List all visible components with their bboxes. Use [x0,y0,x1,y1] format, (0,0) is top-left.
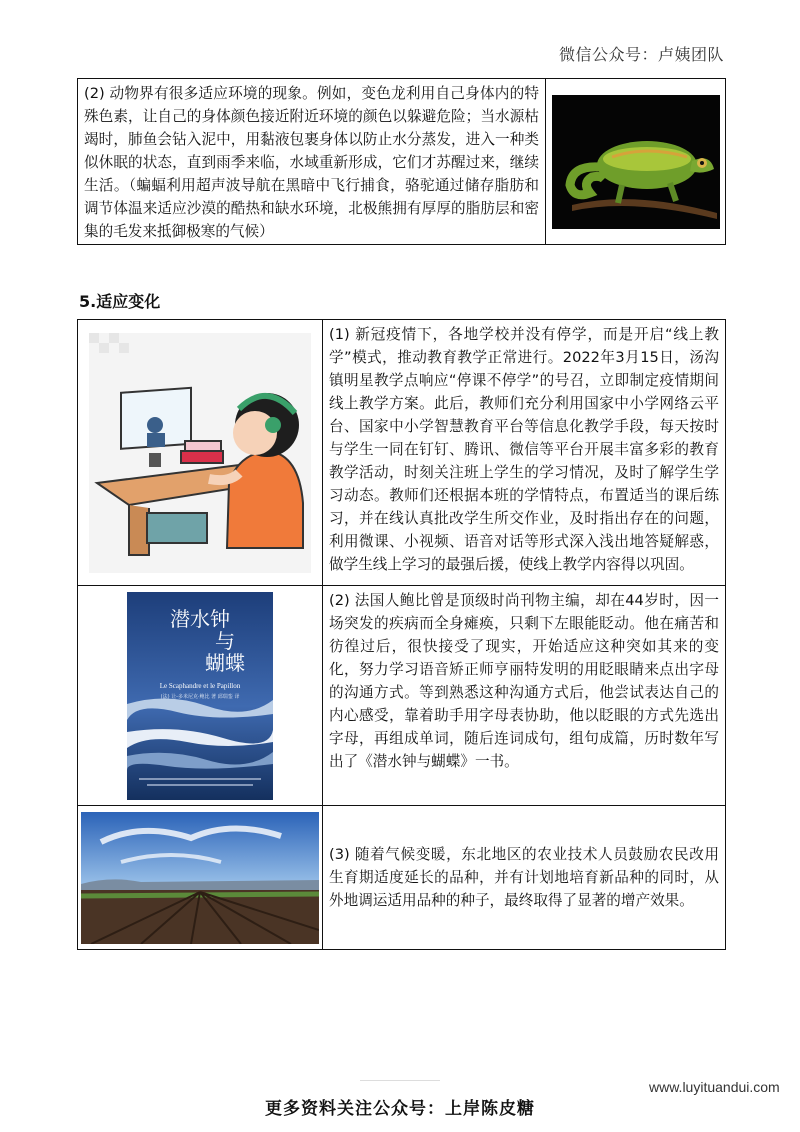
bauby-story-text: (2) 法国人鲍比曾是顶级时尚刊物主编，却在44岁时，因一场突发的疾病而全身瘫痪，只剩下左眼能眨动。他在痛苦和彷徨过后，很快接受了现实，开始适应这种突如其来的变化，努力学习语音矫正师亨丽特发明的用眨眼睛来点出字母的沟通方式。等到熟悉这种沟通方式后，他尝试表达自己的内心感受，靠着助手用字母表协助，他以眨眼的方式先选出字母，再组成单词，随后连词成句，组句成篇，历时数年写出了《潜水钟与蝴蝶》一书。 [329,592,719,770]
cell-text [323,806,726,950]
book-credits: (法) 让-多米尼克·鲍比 著 邱瑞銮 译 [160,693,240,700]
cell-text [323,586,726,806]
chameleon-image [552,95,720,229]
cell-image [78,806,323,950]
cell-image [78,586,323,806]
table-row [78,586,726,806]
book-title-line1: 潜水钟 [170,606,230,631]
table-animal-adaptation [77,78,726,245]
animal-adaptation-text: (2) 动物界有很多适应环境的现象。例如，变色龙利用自己身体内的特殊色素，让自己的身体颜色接近附近环境的颜色以躲避危险；当水源枯竭时，肺鱼会钻入泥中，用黏液包裹身体以防止水分蒸发，进入一种类似休眠的状态，直到雨季来临，水域重新形成，它们才苏醒过来，继续生活。（蝙蝠利用超声波导航在黑暗中飞行捕食，骆驼通过储存脂肪和调节体温来适应沙漠的酷热和缺水环境，北极熊拥有厚厚的脂肪层和密集的毛发来抵御极寒的气候） [84,85,539,240]
cell-image [78,320,323,586]
agriculture-text: (3) 随着气候变暖，东北地区的农业技术人员鼓励农民改用生育期适度延长的品种，并有计划地培育新品种的同时，从外地调运适用品种的种子，最终取得了显著的增产效果。 [329,846,719,909]
footer-url[interactable]: www.luyituandui.com [649,1079,780,1095]
table-adapt-change [77,319,726,950]
online-study-image [89,333,311,573]
book-cover-image [127,592,273,800]
table-row [78,806,726,950]
cell-text [78,79,546,245]
cell-image [546,79,726,245]
online-teaching-text: (1) 新冠疫情下，各地学校并没有停学，而是开启“线上教学”模式，推动教育教学正常进行。2022年3月15日，汤沟镇明星教学点响应“停课不停学”的号召，立即制定疫情期间线上教学方案。此后，教师们充分利用国家中小学网络云平台、国家中小学智慧教育平台等信息化教学手段，每天按时与学生一同在钉钉、腾讯、微信等平台开展丰富多彩的教育教学活动，时刻关注班上学生的学习情况，及时了解学生学习动态。教师们还根据本班的学情特点，布置适当的课后练习，并在线认真批改学生所交作业，及时指出存在的问题，利用微课、小视频、语音对话等形式深入浅出地答疑解惑，做学生线上学习的最强后援，使线上教学内容得以巩固。 [329,326,719,573]
footer-promo: 更多资料关注公众号：上岸陈皮糖 [265,1099,535,1119]
table-row [78,320,726,586]
section-title: 5.适应变化 [79,292,161,311]
farmland-image [81,812,319,944]
book-subtitle: Le Scaphandre et le Papillon [159,681,241,690]
cell-text [323,320,726,586]
book-title-line3: 蝴蝶 [205,650,245,675]
header-wechat: 微信公众号：卢姨团队 [558,45,724,64]
book-title-line2: 与 [215,628,235,653]
footer-divider [360,1080,440,1081]
